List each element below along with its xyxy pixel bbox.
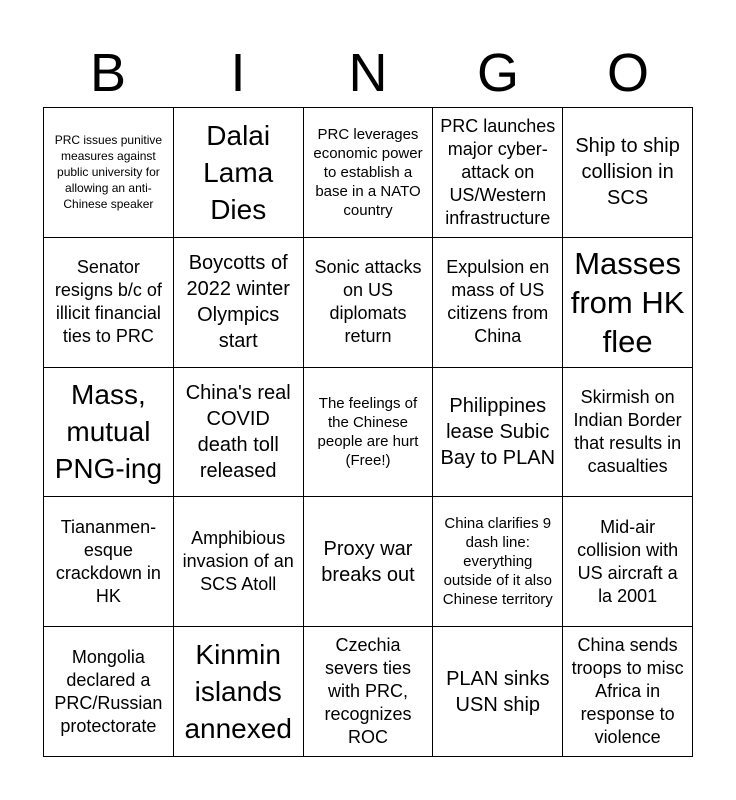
bingo-cell[interactable] [433, 238, 563, 368]
cell-text: PRC launches major cyber-attack on US/Western infrastructure [440, 115, 556, 228]
cell-text: China's real COVID death toll released [185, 381, 291, 482]
cell-text: Czechia severs ties with PRC, recognizes ROC [324, 635, 412, 748]
cell-text: Mid-air collision with US aircraft a la 2001 [577, 516, 679, 606]
cell-text: Senator resigns b/c of illicit financial ties to PRC [54, 257, 162, 347]
header-letter-i: I [230, 43, 246, 103]
bingo-cell[interactable] [304, 238, 434, 368]
cell-text: Expulsion en mass of US citizens from China [446, 257, 550, 347]
cell-text: PRC leverages economic power to establish a base in a NATO country [313, 125, 423, 219]
cell-text: Sonic attacks on US diplomats return [314, 257, 422, 347]
cell-text: Mongolia declared a PRC/Russian protectorate [54, 646, 163, 736]
header-letter-o: O [606, 43, 649, 103]
bingo-cell[interactable] [563, 108, 693, 238]
cell-text: PLAN sinks USN ship [446, 667, 550, 716]
bingo-cell[interactable] [563, 627, 693, 757]
cell-text: China clarifies 9 dash line: everything outside of it also Chinese territory [442, 515, 553, 609]
bingo-cell[interactable] [174, 368, 304, 498]
bingo-cell[interactable] [174, 497, 304, 627]
bingo-cell[interactable] [304, 497, 434, 627]
bingo-cell[interactable] [44, 108, 174, 238]
bingo-header [43, 38, 693, 108]
header-letter-b: B [89, 43, 127, 103]
bingo-cell[interactable] [174, 627, 304, 757]
cell-text: Philippines lease Subic Bay to PLAN [440, 394, 556, 469]
cell-text: Dalai Lama Dies [203, 119, 274, 225]
bingo-cell[interactable] [174, 108, 304, 238]
cell-text: Boycotts of 2022 winter Olympics start [186, 252, 290, 353]
bingo-board [43, 107, 693, 757]
cell-text: Kinmin islands annexed [184, 639, 292, 745]
cell-text: Tiananmen-esque crackdown in HK [55, 516, 161, 606]
cell-text: Mass, mutual PNG-ing [54, 379, 163, 485]
header-letter-n: N [348, 43, 388, 103]
bingo-cell[interactable] [563, 238, 693, 368]
bingo-cell[interactable] [304, 368, 434, 498]
bingo-cell[interactable] [433, 368, 563, 498]
cell-text: PRC issues punitive measures against public university for allowing an anti-Chinese speaker [54, 133, 163, 212]
header-letter-g: G [476, 43, 519, 103]
cell-text: Masses from HK flee [570, 245, 685, 359]
cell-text: Proxy war breaks out [321, 537, 415, 586]
bingo-cell[interactable] [44, 368, 174, 498]
bingo-cell[interactable] [433, 497, 563, 627]
cell-text: Amphibious invasion of an SCS Atoll [182, 528, 294, 595]
cell-text: The feelings of the Chinese people are hurt (Free!) [317, 394, 419, 469]
cell-text: Ship to ship collision in SCS [575, 135, 680, 210]
cell-text: China sends troops to misc Africa in response to violence [571, 635, 684, 748]
bingo-cell[interactable] [44, 497, 174, 627]
bingo-cell[interactable] [44, 238, 174, 368]
bingo-cell[interactable] [304, 108, 434, 238]
bingo-cell[interactable] [174, 238, 304, 368]
cell-text: Skirmish on Indian Border that results in casualties [573, 386, 682, 476]
bingo-cell[interactable] [304, 627, 434, 757]
bingo-cell[interactable] [433, 108, 563, 238]
bingo-cell[interactable] [563, 368, 693, 498]
bingo-cell[interactable] [433, 627, 563, 757]
bingo-cell[interactable] [563, 497, 693, 627]
bingo-cell[interactable] [44, 627, 174, 757]
